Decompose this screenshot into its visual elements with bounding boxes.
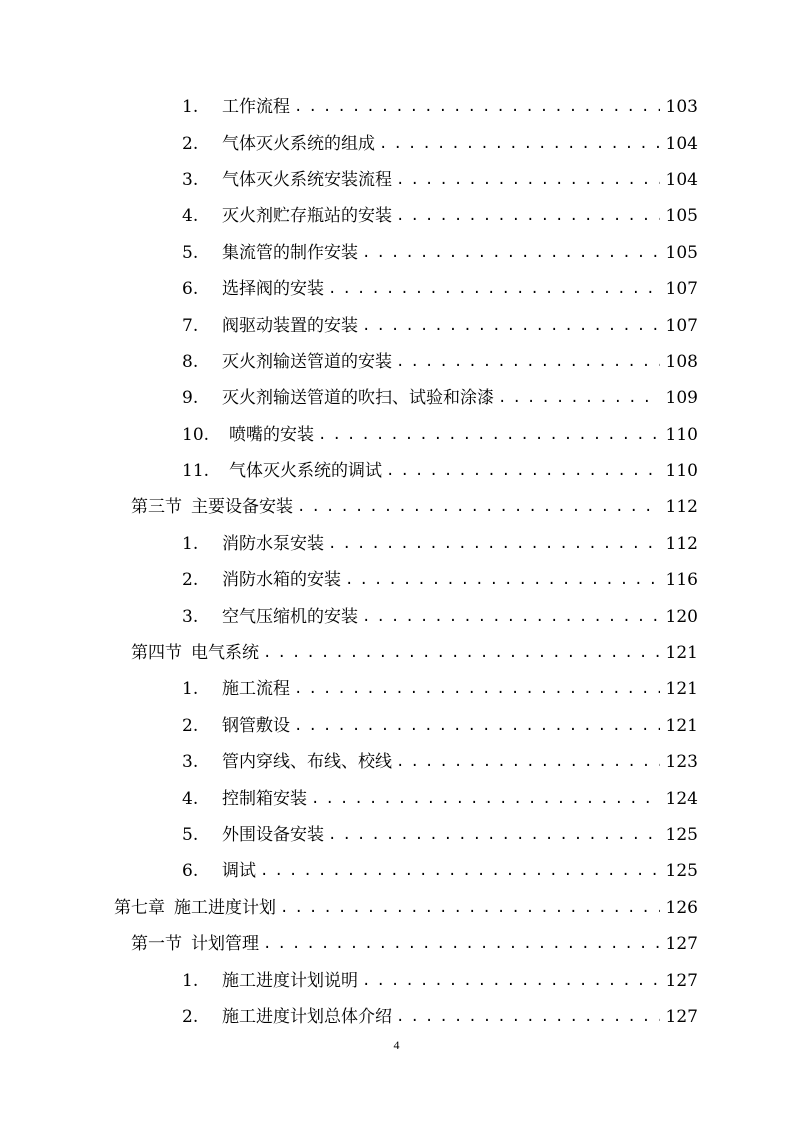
toc-entry-page: 104 bbox=[665, 133, 698, 154]
toc-entry-page: 127 bbox=[665, 934, 698, 955]
toc-entry-number: 11. bbox=[182, 461, 210, 482]
toc-entry[interactable] bbox=[0, 671, 793, 707]
toc-dot-leader bbox=[328, 279, 660, 299]
toc-entry-title: 气体灭火系统的组成 bbox=[222, 133, 375, 154]
toc-entry-page: 112 bbox=[665, 533, 698, 554]
toc-entry[interactable] bbox=[0, 526, 793, 562]
toc-entry-title: 消防水箱的安装 bbox=[222, 570, 341, 591]
toc-dot-leader bbox=[280, 898, 660, 918]
toc-entry[interactable] bbox=[0, 780, 793, 816]
toc-entry[interactable] bbox=[0, 417, 793, 453]
toc-entry[interactable] bbox=[0, 453, 793, 489]
toc-entry-page: 109 bbox=[665, 388, 698, 409]
toc-entry-page: 105 bbox=[665, 242, 698, 263]
toc-entry-title: 空气压缩机的安装 bbox=[222, 606, 358, 627]
toc-entry-page: 104 bbox=[665, 169, 698, 190]
toc-entry-page: 126 bbox=[665, 897, 698, 918]
toc-entry-number: 10. bbox=[182, 424, 210, 445]
toc-dot-leader bbox=[396, 206, 660, 226]
toc-entry[interactable] bbox=[0, 125, 793, 161]
toc-entry-page: 123 bbox=[665, 752, 698, 773]
toc-entry-page: 112 bbox=[665, 497, 698, 518]
toc-entry-page: 103 bbox=[665, 97, 698, 118]
toc-entry-title: 管内穿线、布线、校线 bbox=[222, 752, 392, 773]
toc-entry-page: 121 bbox=[665, 715, 698, 736]
toc-dot-leader bbox=[297, 497, 660, 517]
toc-entry-number: 1. bbox=[182, 970, 199, 991]
toc-dot-leader bbox=[362, 971, 660, 991]
toc-entry[interactable] bbox=[0, 999, 793, 1035]
toc-entry-number: 5. bbox=[182, 825, 199, 845]
toc-entry-number: 1. bbox=[182, 679, 199, 700]
toc-entry-number: 6. bbox=[182, 861, 199, 882]
toc-dot-leader bbox=[328, 825, 660, 845]
toc-entry-number: 第一节 bbox=[131, 934, 182, 955]
toc-entry[interactable] bbox=[0, 162, 793, 198]
toc-dot-leader bbox=[263, 643, 660, 663]
toc-entry[interactable] bbox=[0, 380, 793, 416]
toc-entry[interactable] bbox=[0, 853, 793, 889]
toc-dot-leader bbox=[260, 861, 660, 881]
toc-entry-number: 4. bbox=[182, 206, 199, 227]
toc-entry-title: 施工进度计划 bbox=[174, 897, 276, 918]
toc-entry-title: 消防水泵安装 bbox=[222, 533, 324, 554]
toc-entry-number: 第三节 bbox=[131, 497, 182, 518]
toc-entry-number: 2. bbox=[182, 715, 199, 736]
toc-entry-title: 施工流程 bbox=[222, 679, 290, 700]
toc-dot-leader bbox=[294, 679, 660, 699]
toc-entry-page: 125 bbox=[665, 861, 698, 882]
toc-entry[interactable] bbox=[0, 890, 793, 926]
toc-entry-page: 127 bbox=[665, 970, 698, 991]
toc-entry-number: 8. bbox=[182, 351, 199, 372]
toc-entry-page: 107 bbox=[665, 315, 698, 336]
toc-dot-leader bbox=[396, 170, 660, 190]
toc-dot-leader bbox=[362, 316, 660, 336]
toc-entry[interactable] bbox=[0, 962, 793, 998]
toc-entry-page: 108 bbox=[665, 351, 698, 372]
toc-entry[interactable] bbox=[0, 489, 793, 525]
toc-entry-title: 气体灭火系统的调试 bbox=[229, 461, 382, 482]
toc-entry-number: 9. bbox=[182, 388, 199, 409]
toc-entry-number: 7. bbox=[182, 315, 199, 336]
toc-entry-title: 控制箱安装 bbox=[222, 788, 307, 809]
toc-dot-leader bbox=[396, 752, 660, 772]
toc-entry[interactable] bbox=[0, 635, 793, 671]
toc-entry-title: 选择阀的安装 bbox=[222, 279, 324, 300]
toc-dot-leader bbox=[318, 425, 660, 445]
toc-entry-title: 施工进度计划说明 bbox=[222, 970, 358, 991]
toc-entry-title: 阀驱动装置的安装 bbox=[222, 315, 358, 336]
toc-entry-title: 灭火剂输送管道的安装 bbox=[222, 351, 392, 372]
toc-dot-leader bbox=[294, 97, 660, 117]
toc-entry-number: 1. bbox=[182, 533, 199, 554]
toc-entry-title: 调试 bbox=[222, 861, 256, 882]
toc-entry-title: 气体灭火系统安装流程 bbox=[222, 169, 392, 190]
toc-entry-page: 110 bbox=[665, 461, 698, 482]
toc-entry-page: 121 bbox=[665, 643, 698, 664]
toc-entry[interactable] bbox=[0, 89, 793, 125]
toc-dot-leader bbox=[386, 461, 660, 481]
toc-entry-title: 外围设备安装 bbox=[222, 825, 324, 845]
toc-dot-leader bbox=[362, 243, 660, 263]
toc-entry-page: 116 bbox=[665, 570, 698, 591]
toc-entry-title: 集流管的制作安装 bbox=[222, 242, 358, 263]
toc-entry-number: 2. bbox=[182, 133, 199, 154]
toc-entry-number: 2. bbox=[182, 1006, 199, 1027]
table-of-contents bbox=[0, 89, 793, 1035]
toc-dot-leader bbox=[328, 534, 660, 554]
toc-dot-leader bbox=[498, 388, 660, 408]
toc-entry-title: 工作流程 bbox=[222, 97, 290, 118]
toc-entry[interactable] bbox=[0, 271, 793, 307]
toc-entry-title: 灭火剂贮存瓶站的安装 bbox=[222, 206, 392, 227]
toc-entry-page: 125 bbox=[665, 825, 698, 845]
toc-entry[interactable] bbox=[0, 817, 793, 853]
toc-dot-leader bbox=[396, 352, 660, 372]
toc-dot-leader bbox=[396, 1007, 660, 1027]
toc-entry-number: 4. bbox=[182, 788, 199, 809]
toc-entry[interactable] bbox=[0, 744, 793, 780]
toc-dot-leader bbox=[311, 789, 660, 809]
toc-dot-leader bbox=[345, 570, 660, 590]
toc-entry[interactable] bbox=[0, 344, 793, 380]
toc-entry-title: 喷嘴的安装 bbox=[229, 424, 314, 445]
toc-entry-number: 5. bbox=[182, 242, 199, 263]
toc-entry-title: 钢管敷设 bbox=[222, 715, 290, 736]
toc-entry[interactable] bbox=[0, 598, 793, 634]
toc-entry[interactable] bbox=[0, 198, 793, 234]
toc-entry[interactable] bbox=[0, 708, 793, 744]
toc-entry-page: 110 bbox=[665, 424, 698, 445]
toc-entry-number: 1. bbox=[182, 97, 199, 118]
toc-entry-number: 2. bbox=[182, 570, 199, 591]
toc-entry[interactable] bbox=[0, 235, 793, 271]
toc-dot-leader bbox=[362, 607, 660, 627]
toc-entry-title: 计划管理 bbox=[191, 934, 259, 955]
toc-entry-title: 灭火剂输送管道的吹扫、试验和涂漆 bbox=[222, 388, 494, 409]
toc-entry-page: 124 bbox=[665, 788, 698, 809]
toc-entry-page: 121 bbox=[665, 679, 698, 700]
toc-entry[interactable] bbox=[0, 307, 793, 343]
toc-entry-number: 6. bbox=[182, 279, 199, 300]
toc-entry-number: 第四节 bbox=[131, 643, 182, 664]
toc-entry-title: 电气系统 bbox=[191, 643, 259, 664]
toc-entry-page: 107 bbox=[665, 279, 698, 300]
toc-entry-title: 施工进度计划总体介绍 bbox=[222, 1006, 392, 1027]
toc-entry[interactable] bbox=[0, 926, 793, 962]
toc-dot-leader bbox=[263, 934, 660, 954]
toc-entry-title: 主要设备安装 bbox=[191, 497, 293, 518]
toc-entry-page: 105 bbox=[665, 206, 698, 227]
toc-entry-page: 120 bbox=[665, 606, 698, 627]
toc-entry-page: 127 bbox=[665, 1006, 698, 1027]
toc-entry-number: 3. bbox=[182, 169, 199, 190]
toc-entry-number: 3. bbox=[182, 606, 199, 627]
page-number: 4 bbox=[393, 1038, 400, 1052]
toc-entry[interactable] bbox=[0, 562, 793, 598]
toc-dot-leader bbox=[294, 716, 660, 736]
toc-entry-number: 第七章 bbox=[114, 897, 165, 918]
toc-entry-number: 3. bbox=[182, 752, 199, 773]
toc-dot-leader bbox=[379, 134, 660, 154]
